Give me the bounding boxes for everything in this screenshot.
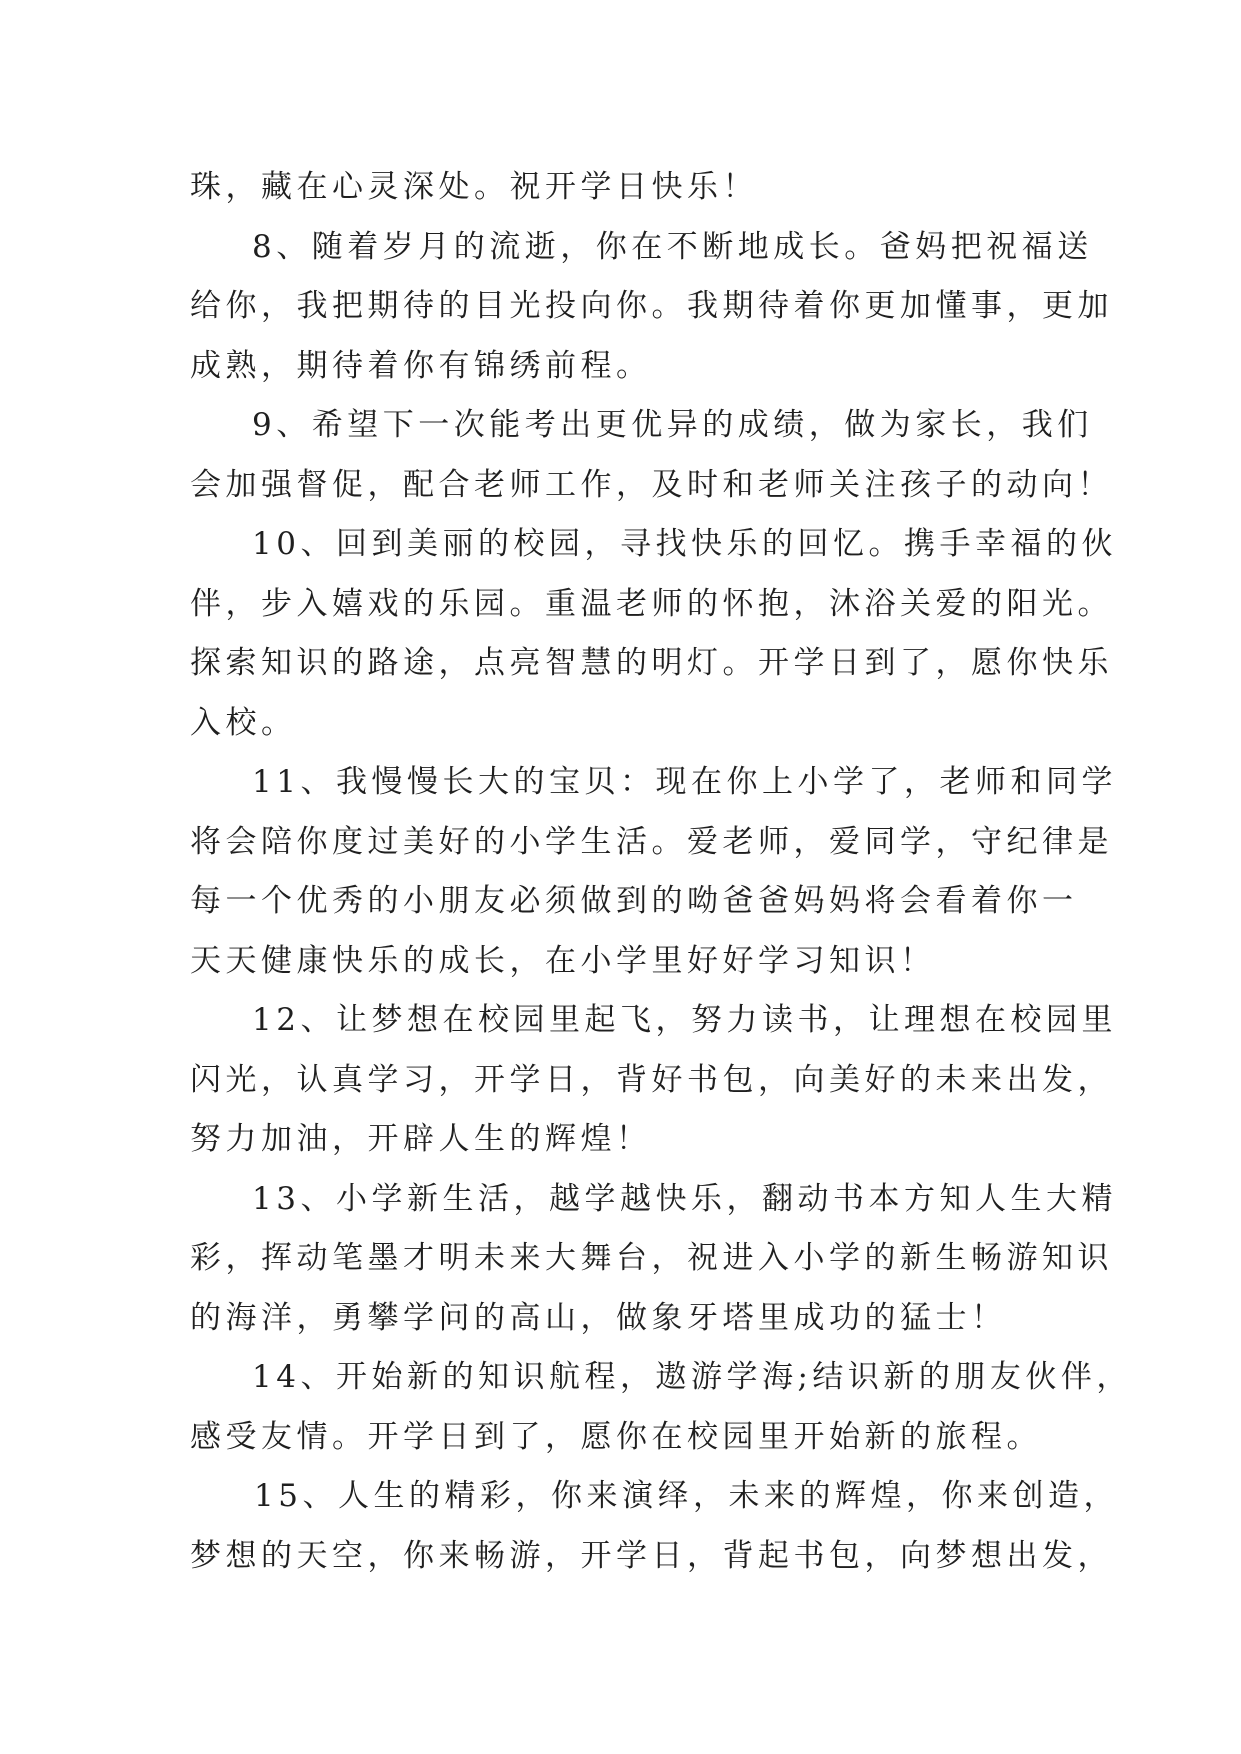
text-line: 将会陪你度过美好的小学生活。爱老师，爱同学，守纪律是 [190,823,1113,860]
text-line: 入校。 [190,704,297,741]
text-line: 伴，步入嬉戏的乐园。重温老师的怀抱，沐浴关爱的阳光。 [190,585,1113,622]
text-line: 成熟，期待着你有锦绣前程。 [190,347,652,384]
text-line: 天天健康快乐的成长，在小学里好好学习知识！ [190,942,936,979]
text-line: 会加强督促，配合老师工作，及时和老师关注孩子的动向！ [190,466,1113,503]
text-line: 9、希望下一次能考出更优异的成绩，做为家长，我们 [252,407,1093,443]
text-line: 10、回到美丽的校园，寻找快乐的回忆。携手幸福的伙 [252,526,1117,562]
text-line: 12、让梦想在校园里起飞，努力读书，让理想在校园里 [252,1002,1117,1038]
text-line: 11、我慢慢长大的宝贝：现在你上小学了，老师和同学 [252,764,1117,800]
text-line: 13、小学新生活，越学越快乐，翻动书本方知人生大精 [252,1180,1117,1217]
text-line: 努力加油，开辟人生的辉煌！ [190,1121,652,1157]
text-line: 彩，挥动笔墨才明未来大舞台，祝进入小学的新生畅游知识 [190,1240,1113,1276]
text-line: 探索知识的路途，点亮智慧的明灯。开学日到了，愿你快乐 [190,645,1113,681]
text-line: 梦想的天空，你来畅游，开学日，背起书包，向梦想出发， [190,1537,1113,1574]
text-line: 14、开始新的知识航程，遨游学海;结识新的朋友伙伴， [252,1359,1132,1395]
text-line: 15、人生的精彩，你来演绎，未来的辉煌，你来创造， [254,1478,1119,1514]
text-line: 8、随着岁月的流逝，你在不断地成长。爸妈把祝福送 [252,228,1093,265]
text-line: 珠，藏在心灵深处。祝开学日快乐！ [190,169,758,205]
text-line: 闪光，认真学习，开学日，背好书包，向美好的未来出发， [190,1061,1113,1098]
text-line: 感受友情。开学日到了，愿你在校园里开始新的旅程。 [190,1418,1042,1455]
document-body [190,158,1132,1586]
text-line: 的海洋，勇攀学问的高山，做象牙塔里成功的猛士！ [190,1299,1007,1336]
text-line: 每一个优秀的小朋友必须做到的呦爸爸妈妈将会看着你一 [190,883,1078,919]
text-line: 给你，我把期待的目光投向你。我期待着你更加懂事，更加 [190,288,1113,324]
